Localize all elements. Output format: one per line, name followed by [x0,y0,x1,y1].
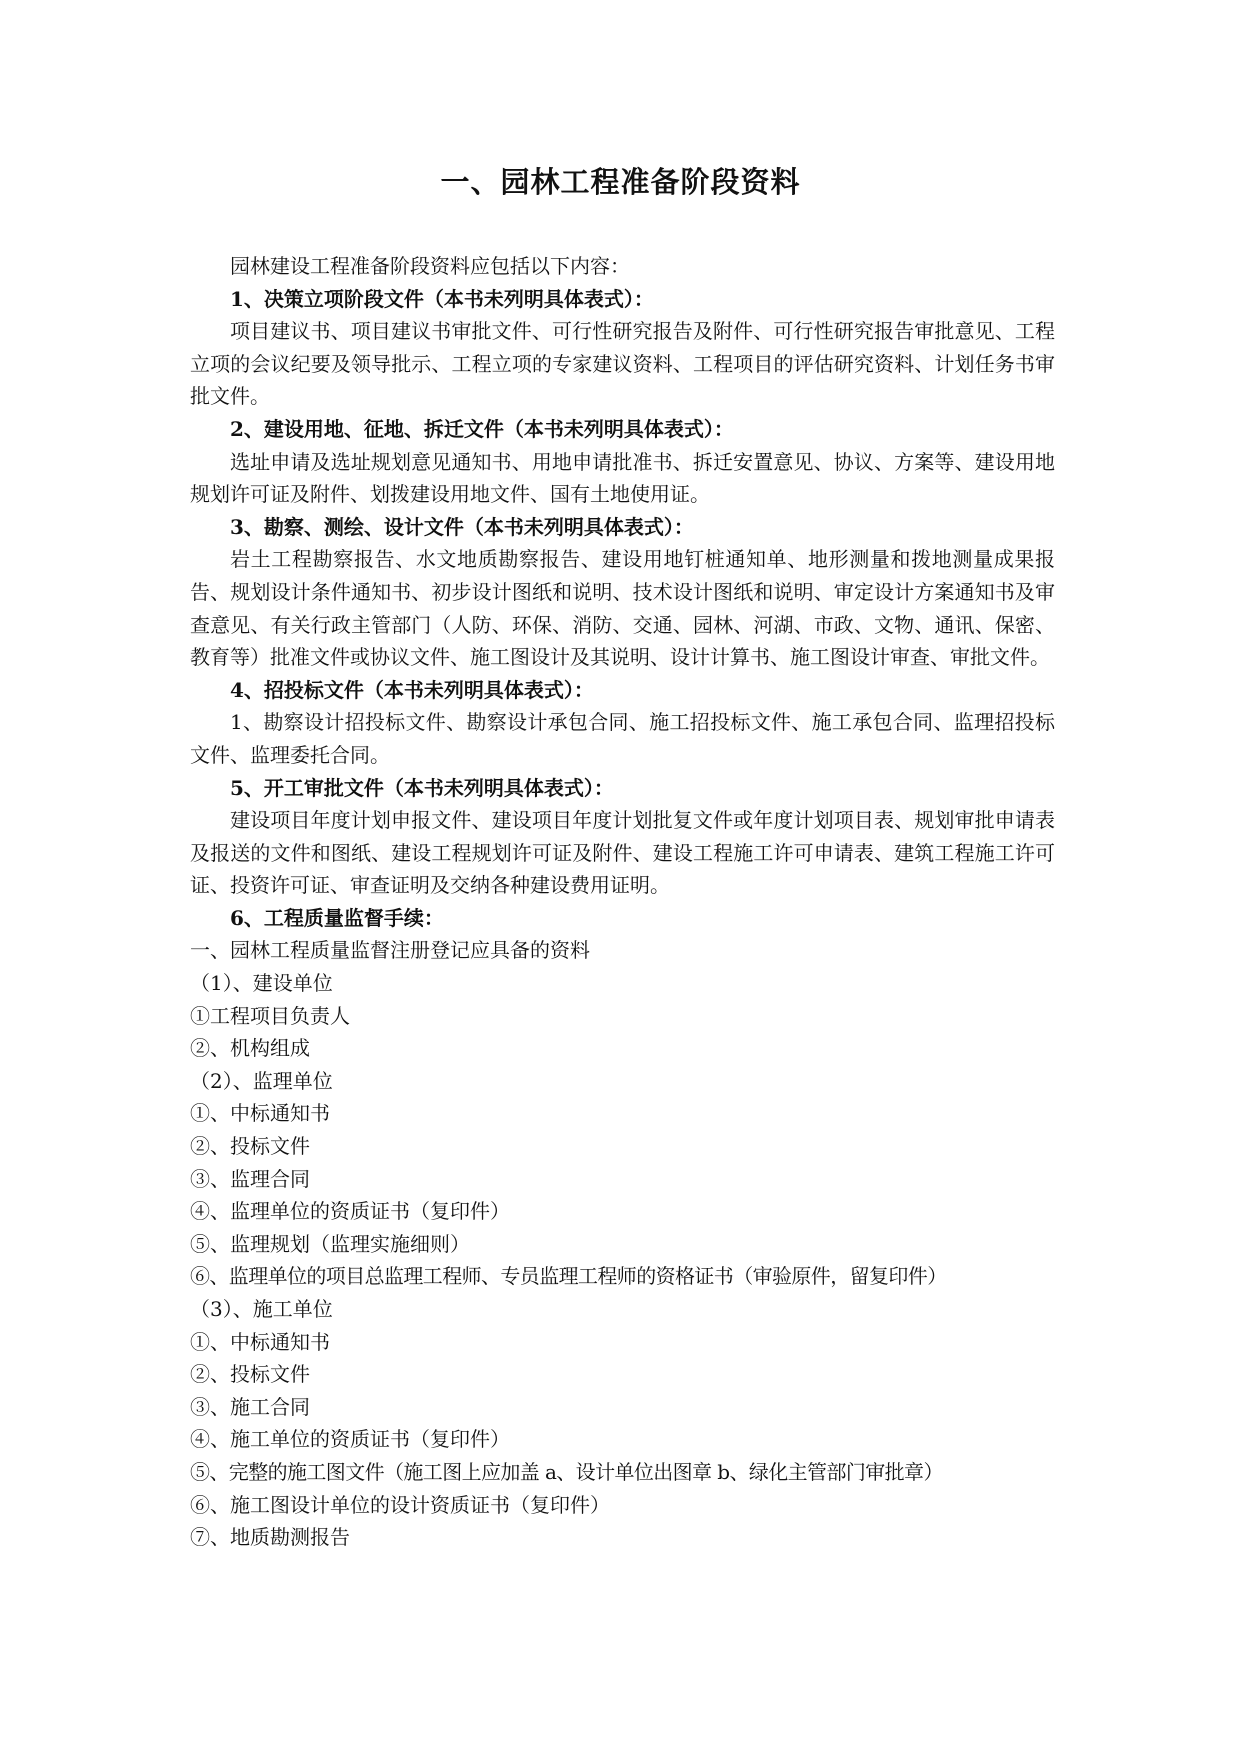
list-item: ⑥、监理单位的项目总监理工程师、专员监理工程师的资格证书（审验原件，留复印件） [190,1264,947,1289]
section-body-5: 建设项目年度计划申报文件、建设项目年度计划批复文件或年度计划项目表、规划审批申请表及报送的文件和图纸、建设工程规划许可证及附件、建设工程施工许可申请表、建筑工程施工许可证、投资许可证、审查证明及交纳各种建设费用证明。 [190,808,1055,898]
section-body-2: 选址申请及选址规划意见通知书、用地申请批准书、拆迁安置意见、协议、方案等、建设用地规划许可证及附件、划拨建设用地文件、国有土地使用证。 [190,449,1055,507]
list-item: ②、投标文件 [190,1362,310,1387]
supervisor-unit-label: （2）、监理单位 [190,1068,333,1093]
list-item: ②、投标文件 [190,1134,310,1159]
list-item: ④、施工单位的资质证书（复印件） [190,1427,510,1452]
list-item: ①、中标通知书 [190,1329,330,1354]
list-item: ⑥、施工图设计单位的设计资质证书（复印件） [190,1492,610,1517]
section-body-3: 岩土工程勘察报告、水文地质勘察报告、建设用地钉桩通知单、地形测量和拨地测量成果报告、规划设计条件通知书、初步设计图纸和说明、技术设计图纸和说明、审定设计方案通知书及审查意见、有关行政主管部门（人防、环保、消防、交通、园林、河湖、市政、文物、通讯、保密、教育等）批准文件或协议文件、施工图设计及其说明、设计计算书、施工图设计审查、审批文件。 [190,547,1055,670]
section-heading-4: 4、招投标文件（本书未列明具体表式）： [230,677,594,702]
section-heading-1: 1、决策立项阶段文件（本书未列明具体表式）： [230,286,654,311]
list-item: ②、机构组成 [190,1036,310,1061]
builder-unit-label: （3）、施工单位 [190,1297,333,1321]
page-title: 一、园林工程准备阶段资料 [440,165,801,199]
section-body-4: 1、勘察设计招投标文件、勘察设计承包合同、施工招投标文件、施工承包合同、监理招投标文件、监理委托合同。 [190,710,1055,767]
list-item: ④、监理单位的资质证书（复印件） [190,1199,510,1224]
section-body-1: 项目建议书、项目建议书审批文件、可行性研究报告及附件、可行性研究报告审批意见、工程立项的会议纪要及领导批示、工程立项的专家建议资料、工程项目的评估研究资料、计划任务书审批文件。 [190,319,1055,409]
construction-unit-label: （1）、建设单位 [190,971,333,996]
intro-text: 园林建设工程准备阶段资料应包括以下内容： [230,254,630,278]
supervision-subtitle: 一、园林工程质量监督注册登记应具备的资料 [190,938,590,963]
list-item: ⑦、地质勘测报告 [190,1525,350,1550]
section-heading-3: 3、勘察、测绘、设计文件（本书未列明具体表式）： [230,514,694,539]
list-item: ⑤、完整的施工图文件（施工图上应加盖 a、设计单位出图章 b、绿化主管部门审批章） [190,1459,943,1484]
list-item: ⑤、监理规划（监理实施细则） [190,1231,470,1256]
section-heading-6: 6、工程质量监督手续： [230,905,444,930]
section-heading-2: 2、建设用地、征地、拆迁文件（本书未列明具体表式）： [230,416,734,441]
list-item: ③、监理合同 [190,1166,310,1191]
section-heading-5: 5、开工审批文件（本书未列明具体表式）： [230,775,614,800]
document-body [190,250,1055,1554]
list-item: ①工程项目负责人 [190,1003,350,1028]
list-item: ①、中标通知书 [190,1101,330,1126]
list-item: ③、施工合同 [190,1394,310,1419]
